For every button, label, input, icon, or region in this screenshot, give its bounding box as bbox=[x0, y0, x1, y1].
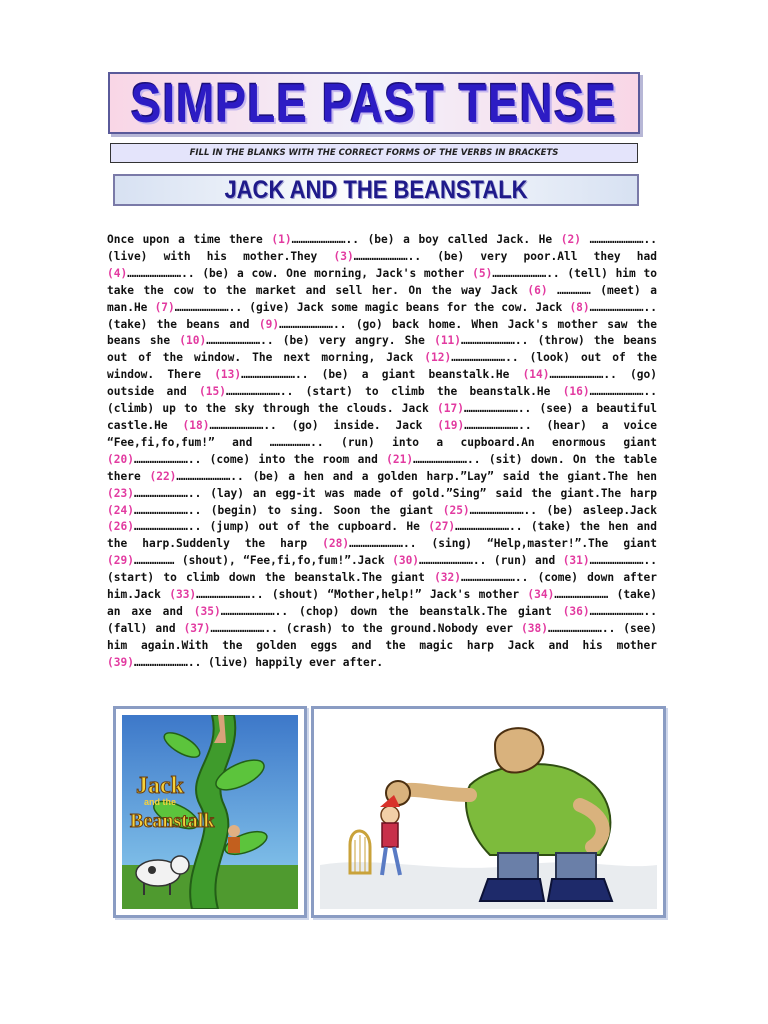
story-segment: …………………….. (look) out of the window. There bbox=[107, 351, 657, 382]
story-segment: …………………….. (be) a cow. One morning, Jack's mother bbox=[127, 266, 473, 280]
beanstalk-illustration bbox=[122, 715, 298, 909]
story-segment: …………………….. (run) and bbox=[419, 554, 563, 568]
story-segment: …………………….. (see) him again.With the golden eggs and the magic harp Jack and his mother bbox=[107, 621, 657, 652]
blank-number: (36) bbox=[562, 604, 590, 618]
story-segment: …………………….. (live) happily ever after. bbox=[133, 655, 384, 669]
story-segment: …………………….. (live) with his mother.They bbox=[107, 233, 657, 263]
story-segment: …………………….. (come) down after him.Jack bbox=[107, 571, 657, 602]
story-segment: …………………….. (throw) the beans out of the window. The next morning, Jack bbox=[107, 334, 658, 365]
blank-number: (19) bbox=[437, 418, 465, 432]
story-segment: …………………….. (climb) up to the sky through the clouds. Jack bbox=[107, 385, 657, 416]
story-segment: …………………….. (begin) to sing. Soon the giant bbox=[133, 503, 443, 517]
blank-number: (18) bbox=[182, 418, 210, 432]
blank-number: (4) bbox=[107, 266, 128, 280]
subtitle-banner bbox=[113, 174, 639, 206]
blank-number: (39) bbox=[107, 655, 134, 669]
blank-number: (12) bbox=[424, 351, 452, 365]
blank-number: (25) bbox=[442, 503, 470, 517]
story-segment: …………………….. (tell) him to take the cow to the market and sell her. On the way Jack bbox=[107, 266, 657, 297]
story-segment: …………………….. (take) the beans and bbox=[107, 300, 658, 331]
story-segment: Once upon a time there bbox=[107, 233, 272, 246]
blank-number: (5) bbox=[472, 266, 493, 280]
story-title: JACK AND THE BEANSTALK bbox=[224, 175, 528, 204]
blank-number: (20) bbox=[107, 452, 134, 466]
blank-number: (1) bbox=[271, 233, 292, 246]
story-segment: …………………….. (hear) a voice “Fee,fi,fo,fum!” and ……………….. (run) into a cupboard.An enormous giant bbox=[107, 418, 658, 449]
blank-number: (8) bbox=[569, 300, 590, 314]
blank-number: (10) bbox=[179, 334, 207, 348]
story-segment: …………………….. (fall) and bbox=[107, 604, 657, 635]
giant-illustration bbox=[320, 715, 657, 909]
story-segment: …………………….. (be) asleep.Jack bbox=[469, 503, 657, 517]
blank-number: (3) bbox=[333, 249, 354, 263]
story-segment: ……………… (shout), “Fee,fi,fo,fum!”.Jack bbox=[133, 554, 393, 568]
page-title: SIMPLE PAST TENSE bbox=[130, 72, 618, 134]
blank-number: (11) bbox=[434, 334, 462, 348]
story-segment: …………………….. (be) very angry. She bbox=[206, 334, 435, 348]
blank-number: (13) bbox=[214, 368, 242, 382]
story-segment: …………………….. (chop) down the beanstalk.The giant bbox=[220, 604, 563, 618]
story-segment: …………………….. (be) a boy called Jack. He bbox=[291, 233, 561, 246]
blank-number: (35) bbox=[193, 604, 221, 618]
story-segment: …………………….. (go) inside. Jack bbox=[209, 418, 438, 432]
blank-number: (32) bbox=[434, 571, 462, 585]
blank-number: (34) bbox=[527, 588, 555, 602]
story-segment: …………………….. (shout) “Mother,help!” Jack's mother bbox=[196, 588, 528, 602]
blank-number: (14) bbox=[522, 368, 550, 382]
blank-number: (15) bbox=[199, 385, 226, 399]
blank-number: (17) bbox=[436, 402, 464, 416]
story-text bbox=[107, 232, 657, 672]
blank-number: (29) bbox=[107, 554, 134, 568]
title-banner bbox=[108, 72, 640, 134]
story-segment: …………………….. (take) the hen and the harp.Suddenly the harp bbox=[107, 520, 657, 551]
blank-number: (28) bbox=[322, 537, 350, 551]
blank-number: (37) bbox=[183, 621, 211, 635]
story-segment: …………………… (take) an axe and bbox=[107, 588, 657, 618]
blank-number: (23) bbox=[107, 486, 134, 500]
story-segment: …………………….. (be) a hen and a golden harp.”Lay” said the giant.The hen bbox=[176, 469, 657, 483]
instructions-box bbox=[110, 143, 638, 163]
blank-number: (6) bbox=[527, 283, 548, 297]
blank-number: (16) bbox=[562, 385, 590, 399]
story-segment: …………………….. (jump) out of the cupboard. He bbox=[133, 520, 429, 534]
story-segment: …………………….. (be) very poor.All they had bbox=[353, 249, 658, 263]
story-segment: …………………….. (go) back home. When Jack's mother saw the beans she bbox=[107, 317, 657, 348]
blank-number: (31) bbox=[562, 554, 590, 568]
story-segment: …………………….. (start) to climb down the beanstalk.The giant bbox=[107, 554, 657, 585]
story-segment: …………………….. (sit) down. On the table there bbox=[107, 452, 657, 483]
svg-text:Jack: Jack bbox=[136, 773, 184, 799]
story-segment: …………………….. (sing) “Help,master!”.The giant bbox=[349, 537, 657, 551]
story-segment: …………… (meet) a man.He bbox=[107, 283, 657, 314]
story-segment: …………………….. (lay) an egg-it was made of gold.”Sing” said the giant.The harp bbox=[133, 486, 657, 500]
story-segment: …………………….. (go) outside and bbox=[107, 368, 657, 399]
blank-number: (24) bbox=[107, 503, 134, 517]
blank-number: (7) bbox=[154, 300, 175, 314]
instructions-text: FILL IN THE BLANKS WITH THE CORRECT FORMS OF THE VERBS IN BRACKETS bbox=[189, 148, 559, 158]
svg-text:and the: and the bbox=[144, 797, 177, 807]
svg-text:Beanstalk: Beanstalk bbox=[130, 810, 215, 832]
blank-number: (21) bbox=[386, 452, 414, 466]
story-segment: …………………….. (give) Jack some magic beans for the cow. Jack bbox=[174, 300, 570, 314]
blank-number: (26) bbox=[107, 520, 134, 534]
blank-number: (9) bbox=[258, 317, 280, 331]
blank-number: (27) bbox=[428, 520, 456, 534]
book-cover-illustration bbox=[113, 706, 307, 918]
blank-number: (30) bbox=[392, 554, 420, 568]
story-segment: …………………….. (be) a giant beanstalk.He bbox=[241, 368, 523, 382]
blank-number: (38) bbox=[521, 621, 548, 635]
blank-number: (2) bbox=[560, 233, 582, 246]
story-segment: …………………….. (crash) to the ground.Nobody ever bbox=[210, 621, 522, 635]
story-segment: …………………….. (start) to climb the beanstalk.He bbox=[225, 385, 563, 399]
blank-number: (22) bbox=[149, 469, 177, 483]
blank-number: (33) bbox=[169, 588, 197, 602]
story-segment: …………………….. (see) a beautiful castle.He bbox=[107, 402, 657, 432]
giant-and-jack-illustration bbox=[311, 706, 666, 918]
story-segment: …………………….. (come) into the room and bbox=[133, 452, 387, 466]
